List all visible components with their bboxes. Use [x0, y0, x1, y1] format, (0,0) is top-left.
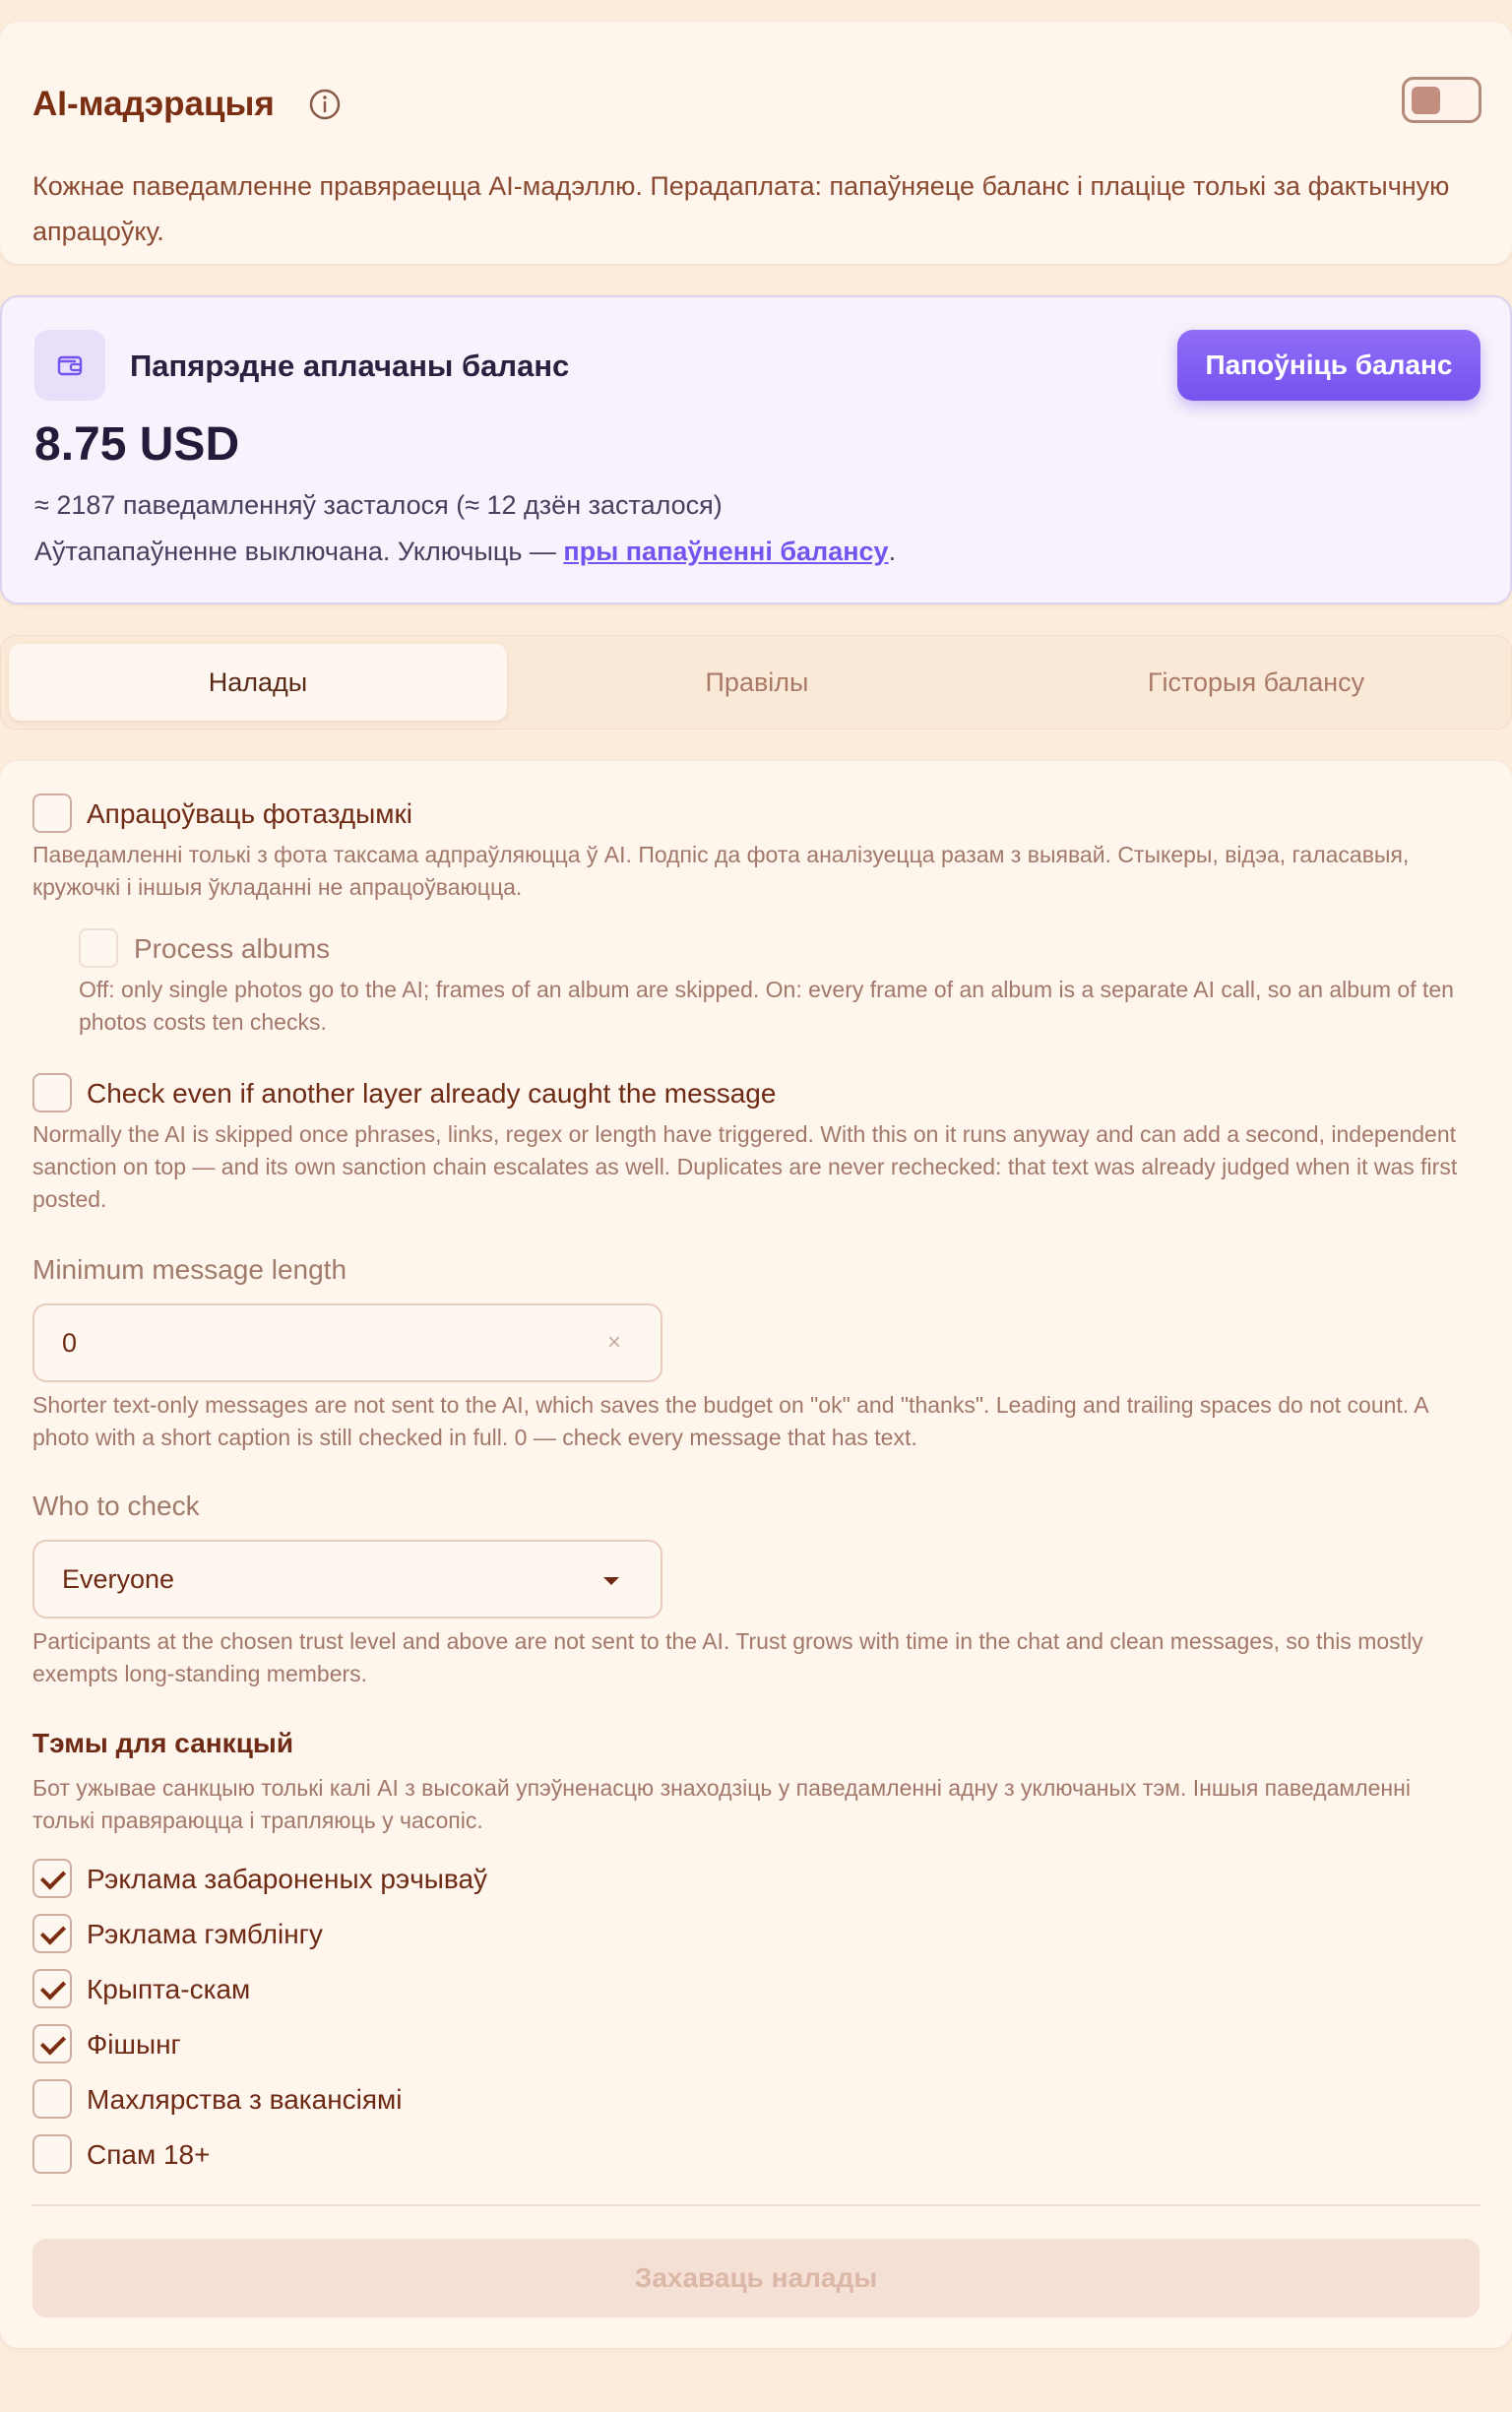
topic-checkbox-crypto[interactable] — [32, 1969, 72, 2008]
topic-checkbox-job-scam[interactable] — [32, 2079, 72, 2119]
who-to-check-help: Participants at the chosen trust level and above are not sent to the AI. Trust grows with time in the chat and clean messages, so this mostly exempts long-standing members. — [32, 1628, 1423, 1686]
recheck-caught-label: Check even if another layer already caught the message — [87, 1078, 777, 1109]
page-title: AI-мадэрацыя — [32, 85, 275, 123]
ai-moderation-toggle[interactable] — [1402, 77, 1481, 123]
info-icon[interactable] — [308, 88, 342, 121]
topic-label-job-scam: Махлярства з вакансіямі — [87, 2084, 403, 2115]
balance-amount: 8.75 USD — [34, 418, 240, 471]
autotopup-prefix: Аўтапапаўненне выключана. Уключыць — — [34, 537, 564, 566]
tab-balance-history[interactable]: Гісторыя балансу — [1147, 666, 1365, 697]
header-description: Кожнае паведамленне правяраецца AI-мадэллю. Перадаплата: папаўняеце баланс і плаціце толькі за фактычную апрацоўку. — [32, 171, 1450, 246]
settings-panel — [0, 761, 1512, 2348]
autotopup-link[interactable]: пры папаўненні балансу — [563, 537, 889, 566]
autotopup-status — [34, 537, 896, 567]
who-to-check-select[interactable] — [32, 1540, 662, 1619]
who-to-check-label: Who to check — [32, 1491, 200, 1521]
min-length-input[interactable] — [32, 1303, 662, 1382]
wallet-icon — [56, 351, 84, 379]
topic-label-crypto: Крыпта-скам — [87, 1974, 251, 2004]
wallet-icon-box — [34, 330, 105, 401]
save-settings-button[interactable]: Захаваць налады — [32, 2239, 1480, 2317]
topic-label-gambling: Рэклама гэмблінгу — [87, 1919, 323, 1949]
toggle-knob — [1412, 87, 1440, 114]
tab-bar — [0, 635, 1512, 730]
balance-title: Папярэдне аплачаны баланс — [130, 349, 570, 383]
process-albums-help: Off: only single photos go to the AI; frames of an album are skipped. On: every frame of an album is a separate AI call, so an album of ten photos costs ten checks. — [79, 977, 1454, 1035]
topic-checkbox-phishing[interactable] — [32, 2024, 72, 2063]
recheck-caught-help: Normally the AI is skipped once phrases, links, regex or length have triggered. With this on it runs anyway and can add a second, independent sanction on top — and its own sanction chain escalates as well. Duplicates are never rechecked: that text was already judged when it was first posted. — [32, 1121, 1458, 1212]
min-length-label: Minimum message length — [32, 1254, 347, 1285]
process-photos-checkbox[interactable] — [32, 793, 72, 833]
topic-label-drugs: Рэклама забароненых рэчываў — [87, 1864, 488, 1894]
tab-settings[interactable]: Налады — [9, 644, 507, 721]
autotopup-suffix: . — [888, 537, 897, 566]
topic-checkbox-gambling[interactable] — [32, 1914, 72, 1953]
tab-rules[interactable]: Правілы — [705, 666, 809, 697]
balance-remaining: ≈ 2187 паведамленняў засталося (≈ 12 дзён засталося) — [34, 490, 723, 520]
prepaid-balance-card — [0, 295, 1512, 604]
divider — [32, 2204, 1480, 2206]
process-photos-label: Апрацоўваць фотаздымкі — [87, 798, 412, 829]
topics-help: Бот ужывае санкцыю толькі калі AI з высокай упэўненасцю знаходзіць у паведамленні адну з уключаных тэм. Іншыя паведамленні толькі правяраюцца і трапляюць у часопіс. — [32, 1775, 1411, 1833]
topics-title: Тэмы для санкцый — [32, 1728, 294, 1758]
min-length-value: 0 — [62, 1327, 78, 1358]
recheck-caught-checkbox[interactable] — [32, 1073, 72, 1112]
chevron-down-icon — [603, 1577, 619, 1585]
who-to-check-value: Everyone — [62, 1563, 175, 1594]
process-photos-help: Паведамленні толькі з фота таксама адпраўляюцца ў AI. Подпіс да фота аналізуецца разам з выявай. Стыкеры, відэа, галасавыя, кружочкі і іншыя ўкладанні не апрацоўваюцца. — [32, 842, 1410, 900]
process-albums-checkbox[interactable] — [79, 928, 118, 968]
ai-moderation-header-card — [0, 22, 1512, 264]
topup-balance-button[interactable]: Папоўніць баланс — [1177, 330, 1480, 401]
process-albums-label: Process albums — [134, 933, 331, 964]
clear-icon[interactable]: × — [606, 1329, 621, 1356]
topic-checkbox-adult-spam[interactable] — [32, 2134, 72, 2174]
topic-label-adult-spam: Спам 18+ — [87, 2139, 211, 2170]
topic-checkbox-drugs[interactable] — [32, 1859, 72, 1898]
topic-label-phishing: Фішынг — [87, 2029, 181, 2060]
min-length-help: Shorter text-only messages are not sent to the AI, which saves the budget on "ok" and "thanks". Leading and trailing spaces do not count. A photo with a short caption is still checked in full. 0 — check every message that has text. — [32, 1392, 1428, 1450]
